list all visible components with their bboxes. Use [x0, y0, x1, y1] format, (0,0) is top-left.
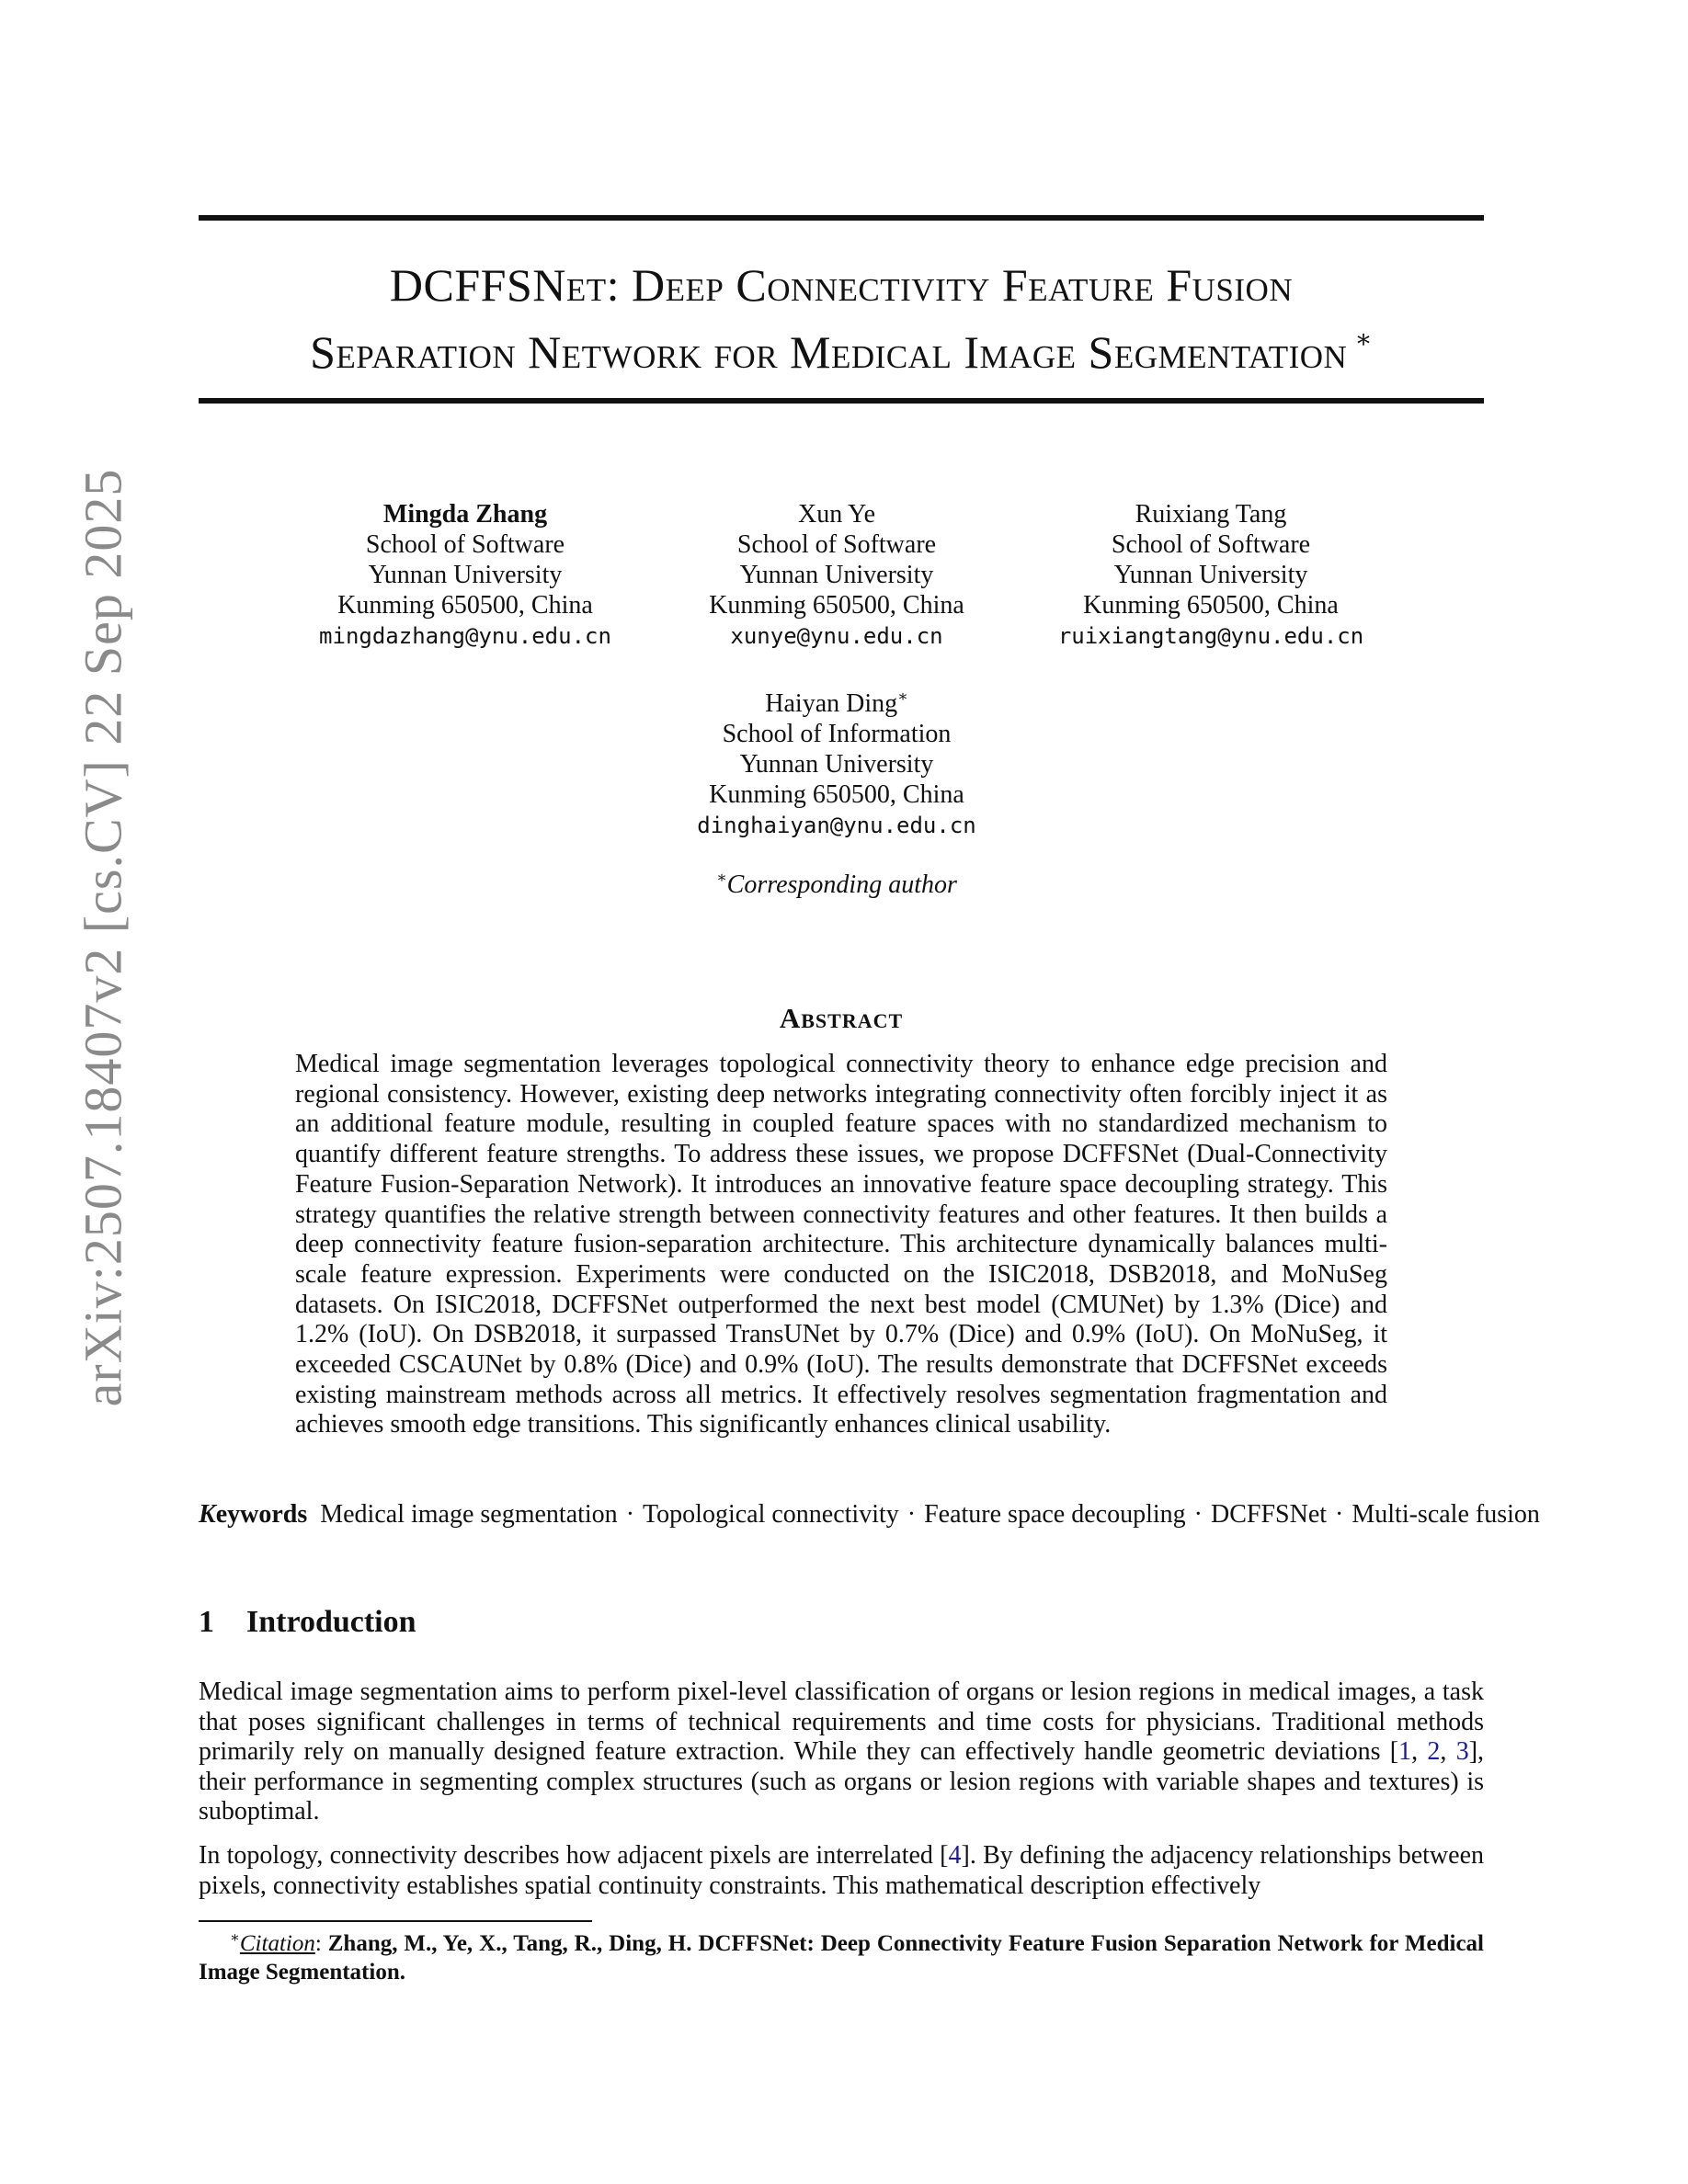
citation-separator: ,: [1411, 1737, 1428, 1767]
author-email: mingdazhang@ynu.edu.cn: [319, 623, 611, 649]
author-address: Kunming 650500, China: [709, 591, 964, 620]
corresponding-marker: ∗: [897, 688, 908, 705]
title-line-1: DCFFSNet: Deep Connectivity Feature Fusion: [389, 259, 1294, 311]
footnote-colon: :: [314, 1931, 328, 1956]
citation-footnote: [199, 1924, 1484, 1986]
abstract-text: Medical image segmentation leverages topological connectivity theory to enhance edge precision and regional consistency. However, existing deep networks integrating connectivity often forcibly inject it as an additional feature module, resulting in coupled feature spaces with no standardized mechanism to quantify different feature strengths. To address these issues, we propose DCFFSNet (Dual-Connectivity Feature Fusion-Separation Network). It introduces an innovative feature space decoupling strategy. This strategy quantifies the relative strength between connectivity features and other features. It then builds a deep connectivity feature fusion-separation architecture. This architecture dynamically balances multi-scale feature expression. Experiments were conducted on the ISIC2018, DSB2018, and MoNuSeg datasets. On ISIC2018, DCFFSNet outperformed the next best model (CMUNet) by 1.3% (Dice) and 1.2% (IoU). On DSB2018, it surpassed TransUNet by 0.7% (Dice) and 0.9% (IoU). On MoNuSeg, it exceeded CSCAUNet by 0.8% (Dice) and 0.9% (IoU). The results demonstrate that DCFFSNet exceeds existing mainstream methods across all metrics. It effectively resolves segmentation fragmentation and achieves smooth edge transitions. This significantly enhances clinical usability.: [295, 1050, 1387, 1439]
corresponding-author-note: [644, 862, 1030, 900]
corresponding-note-text: Corresponding author: [726, 870, 957, 899]
citation-link[interactable]: 3: [1455, 1737, 1469, 1767]
author-block-2: [644, 499, 1030, 652]
section-title: Introduction: [246, 1605, 416, 1639]
title-footnote-marker: ∗: [1354, 325, 1373, 354]
keyword-item: DCFFSNet: [1210, 1500, 1328, 1529]
author-email: dinghaiyan@ynu.edu.cn: [697, 813, 976, 838]
citation-link[interactable]: 1: [1398, 1737, 1412, 1767]
author-affiliation: School of Software: [1111, 530, 1311, 559]
author-university: Yunnan University: [368, 561, 563, 589]
intro-p1-text-a: Medical image segmentation aims to perform pixel-level classification of organs or lesion regions in medical images, a task that poses significant challenges in terms of technical requirements and time costs for physicians. Traditional methods primarily rely on manually designed feature extraction. While they can effectively handle geometric deviations [: [199, 1678, 1484, 1767]
footnote-text: Zhang, M., Ye, X., Tang, R., Ding, H. DCFFSNet: Deep Connectivity Feature Fusion Separation Network for Medical Image Segmentation.: [199, 1931, 1484, 1985]
intro-paragraph-2: [199, 1841, 1484, 1901]
corresponding-note-marker: ∗: [716, 869, 727, 886]
keyword-separator: ·: [1335, 1500, 1344, 1529]
footnote-marker: ∗: [230, 1930, 240, 1946]
title-line-2: [199, 313, 1484, 380]
author-university: Yunnan University: [739, 561, 934, 589]
title-line-2-text: Separation Network for Medical Image Segmentation: [310, 326, 1348, 378]
author-email: xunye@ynu.edu.cn: [730, 623, 943, 649]
footnote-label: Citation: [239, 1931, 315, 1956]
keywords-label-initial: K: [199, 1500, 216, 1529]
intro-p1-text-b: ], their performance in segmenting complex structures (such as organs or lesion regions with variable shapes and textures) is suboptimal.: [199, 1737, 1485, 1826]
author-address: Kunming 650500, China: [709, 780, 964, 809]
author-name: Ruixiang Tang: [1135, 500, 1287, 529]
section-heading-introduction: [199, 1605, 416, 1640]
keyword-item: Feature space decoupling: [924, 1500, 1186, 1529]
citation-separator: ,: [1440, 1737, 1456, 1767]
paper-title: [199, 257, 1484, 380]
author-university: Yunnan University: [739, 750, 934, 779]
author-block-3: [1018, 499, 1404, 652]
keyword-separator: ·: [625, 1500, 635, 1529]
keywords-label: [199, 1500, 307, 1529]
citation-link[interactable]: 4: [948, 1841, 962, 1870]
author-address: Kunming 650500, China: [1083, 591, 1339, 620]
keyword-item: Medical image segmentation: [320, 1500, 618, 1529]
keywords-block: [199, 1500, 1540, 1530]
keywords-label-rest: eywords: [215, 1500, 308, 1529]
author-affiliation: School of Software: [365, 530, 565, 559]
intro-p2-text-a: In topology, connectivity describes how adjacent pixels are interrelated [: [199, 1841, 949, 1870]
author-affiliation: School of Information: [722, 720, 952, 748]
author-affiliation: School of Software: [736, 530, 937, 559]
keyword-item: Topological connectivity: [643, 1500, 899, 1529]
footnote-rule: [199, 1920, 592, 1922]
author-name-row: [644, 681, 1030, 719]
intro-paragraph-1: [199, 1678, 1484, 1827]
author-university: Yunnan University: [1113, 561, 1308, 589]
citation-link[interactable]: 2: [1427, 1737, 1441, 1767]
author-block-1: [272, 499, 658, 652]
author-name: Mingda Zhang: [382, 500, 548, 529]
keyword-item: Multi-scale fusion: [1352, 1500, 1540, 1529]
keyword-separator: ·: [907, 1500, 917, 1529]
intro-p2-text-b: ]. By defining the adjacency relationships between pixels, connectivity establishes spatial continuity constraints. This mathematical description effectively: [199, 1841, 1484, 1900]
author-name: Xun Ye: [797, 500, 876, 529]
author-address: Kunming 650500, China: [337, 591, 593, 620]
title-top-rule: [199, 215, 1484, 221]
author-email: ruixiangtang@ynu.edu.cn: [1057, 623, 1364, 649]
author-block-4: [644, 681, 1030, 841]
author-name: Haiyan Ding: [765, 689, 898, 718]
keyword-separator: ·: [1193, 1500, 1203, 1529]
title-bottom-rule: [199, 398, 1484, 404]
arxiv-identifier: arXiv:2507.18407v2 [cs.CV] 22 Sep 2025: [73, 468, 133, 1407]
abstract-heading: Abstract: [779, 1002, 904, 1034]
section-number: 1: [199, 1605, 214, 1639]
